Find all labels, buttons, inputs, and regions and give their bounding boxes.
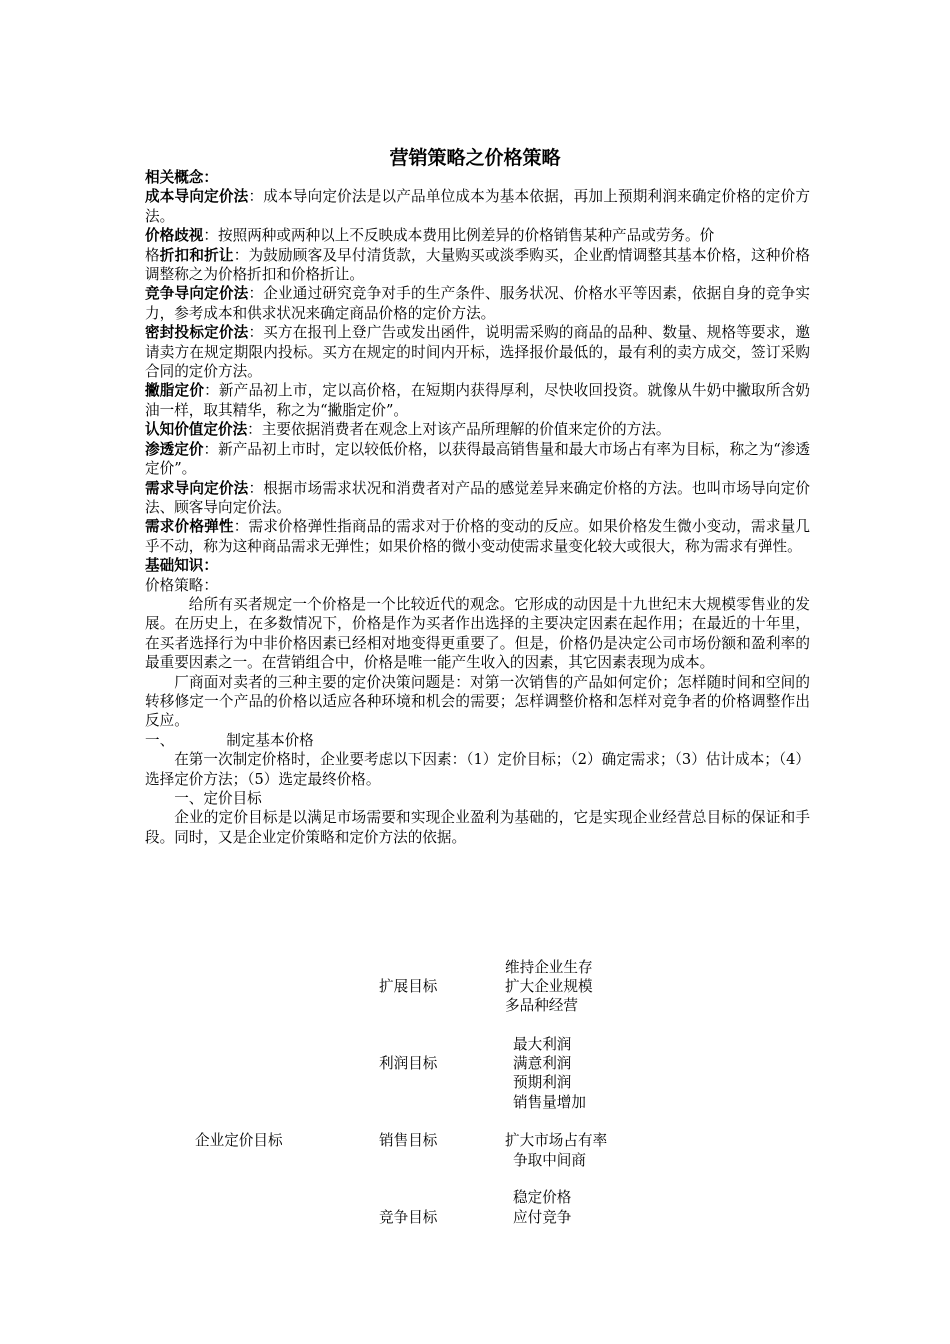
document-body	[145, 168, 810, 847]
tree-root: 企业定价目标	[195, 1132, 283, 1149]
tree-leaf: 争取中间商	[513, 1152, 586, 1169]
concept-term: 认知价值定价法	[145, 421, 248, 439]
basics-heading: 基础知识：	[145, 557, 218, 575]
tree-branch-label: 扩展目标	[379, 978, 438, 995]
paragraph-decisions: 厂商面对卖者的三种主要的定价决策问题是：对第一次销售的产品如何定价；怎样随时间和空间的转移修定一个产品的价格以适应各种环境和机会的需要；怎样调整价格和怎样对竞争者的价格调整作出反应。	[145, 673, 810, 730]
concept-desc: 为鼓励顾客及早付清货款，大量购买或淡季购买，企业酌情调整其基本价格，这种价格调整称之为价格折扣和价格折让。	[145, 246, 810, 284]
concept-sep: ：	[233, 518, 249, 536]
tree-leaf: 多品种经营	[505, 997, 578, 1014]
concept-desc: 成本导向定价法是以产品单位成本为基本依据，再加上预期利润来确定价格的定价方法。	[145, 188, 810, 225]
tree-leaf: 扩大企业规模	[505, 978, 593, 995]
section-number: 一、	[145, 731, 175, 749]
concept-item	[145, 226, 810, 245]
concept-term: 竞争导向定价法	[145, 285, 249, 303]
concept-item	[145, 323, 810, 381]
concept-term: 密封投标定价法	[145, 324, 249, 342]
concept-term: 需求价格弹性	[145, 518, 234, 536]
concept-sep: ：	[233, 246, 249, 264]
tree-leaf: 稳定价格	[513, 1189, 572, 1206]
concept-desc: 需求价格弹性指商品的需求对于价格的变动的反应。如果价格发生微小变动，需求量几乎不动，称为这种商品需求无弹性；如果价格的微小变动使需求量变化较大或很大，称为需求有弹性。	[145, 518, 810, 555]
tree-leaf: 扩大市场占有率	[505, 1132, 608, 1149]
tree-leaf: 应付竞争	[513, 1209, 572, 1226]
concept-term: 撇脂定价	[145, 382, 205, 400]
concept-sep: ：	[248, 285, 264, 303]
concept-term: 渗透定价	[145, 440, 204, 458]
concepts-heading: 相关概念：	[145, 169, 218, 186]
concept-term: 成本导向定价法	[145, 188, 249, 206]
concept-desc: 新产品初上市，定以高价格，在短期内获得厚利，尽快收回投资。就像从牛奶中撇取所含奶油一样，取其精华，称之为“撇脂定价”。	[145, 382, 810, 419]
concept-sep: ：	[203, 227, 218, 245]
concept-sep: ：	[248, 479, 264, 497]
tree-leaf: 预期利润	[513, 1074, 572, 1091]
concept-desc: 买方在报刊上登广告或发出函件，说明需采购的商品的品种、数量、规格等要求，邀请卖方在规定期限内投标。买方在规定的时间内开标，选择报价最低的，最有利的卖方成交，签订采购合同的定价方法。	[145, 324, 810, 381]
concept-item	[145, 479, 810, 518]
concept-sep: ：	[204, 382, 219, 400]
concept-sep: ：	[247, 421, 262, 439]
concept-sep: ：	[248, 188, 264, 206]
section-heading	[145, 731, 810, 750]
concept-desc: 根据市场需求状况和消费者对产品的感觉差异来确定价格的方法。也叫市场导向定价法、顾客导向定价法。	[145, 479, 810, 516]
concept-item	[145, 517, 810, 556]
concept-sep: ：	[248, 324, 264, 342]
tree-leaf: 销售量增加	[513, 1094, 586, 1111]
concept-item	[145, 284, 810, 323]
concept-item	[145, 381, 810, 420]
tree-leaf: 维持企业生存	[505, 959, 593, 976]
section-title: 制定基本价格	[226, 731, 314, 749]
concept-desc: 主要依据消费者在观念上对该产品所理解的价值来定价的方法。	[261, 421, 671, 439]
concept-term: 折扣和折让	[159, 246, 234, 264]
tree-leaf: 最大利润	[513, 1036, 572, 1053]
subsection-heading: 一、定价目标	[174, 790, 262, 807]
concept-desc: 新产品初上市时，定以较低价格，以获得最高销售量和最大市场占有率为目标，称之为“渗透定价”。	[145, 440, 810, 478]
concept-prefix: 格	[145, 246, 160, 264]
concept-desc: 企业通过研究竞争对手的生产条件、服务状况、价格水平等因素，依据自身的竞争实力，参考成本和供求状况来确定商品价格的定价方法。	[145, 285, 810, 322]
paragraph-factors: 在第一次制定价格时，企业要考虑以下因素：（1）定价目标；（2）确定需求；（3）估计成本；（4）选择定价方法；（5）选定最终价格。	[145, 751, 810, 788]
concept-desc: 按照两种或两种以上不反映成本费用比例差异的价格销售某种产品或劳务。价	[218, 227, 715, 245]
page-title: 营销策略之价格策略	[389, 147, 561, 169]
concept-item	[145, 440, 810, 479]
concept-item	[145, 420, 810, 439]
concept-term: 需求导向定价法	[145, 479, 249, 497]
concept-item	[145, 246, 810, 285]
concept-sep: ：	[203, 440, 219, 458]
pricing-strategy-label: 价格策略：	[145, 576, 218, 594]
paragraph-objectives: 企业的定价目标是以满足市场需要和实现企业盈利为基础的，它是实现企业经营总目标的保证和手段。同时，又是企业定价策略和定价方法的依据。	[145, 809, 810, 846]
tree-leaf: 满意利润	[513, 1055, 572, 1072]
paragraph-history: 给所有买者规定一个价格是一个比较近代的观念。它形成的动因是十九世纪末大规模零售业的发展。在历史上，在多数情况下，价格是作为买者作出选择的主要决定因素在起作用；在最近的十年里，在买者选择行为中非价格因素已经相对地变得更重要了。但是，价格仍是决定公司市场份额和盈利率的最重要因素之一。在营销组合中，价格是唯一能产生收入的因素，其它因素表现为成本。	[145, 595, 810, 672]
tree-branch-label: 利润目标	[379, 1055, 438, 1072]
concept-item	[145, 187, 810, 226]
concept-term: 价格歧视	[145, 227, 204, 245]
tree-branch-label: 竞争目标	[379, 1209, 438, 1226]
tree-branch-label: 销售目标	[379, 1132, 438, 1149]
